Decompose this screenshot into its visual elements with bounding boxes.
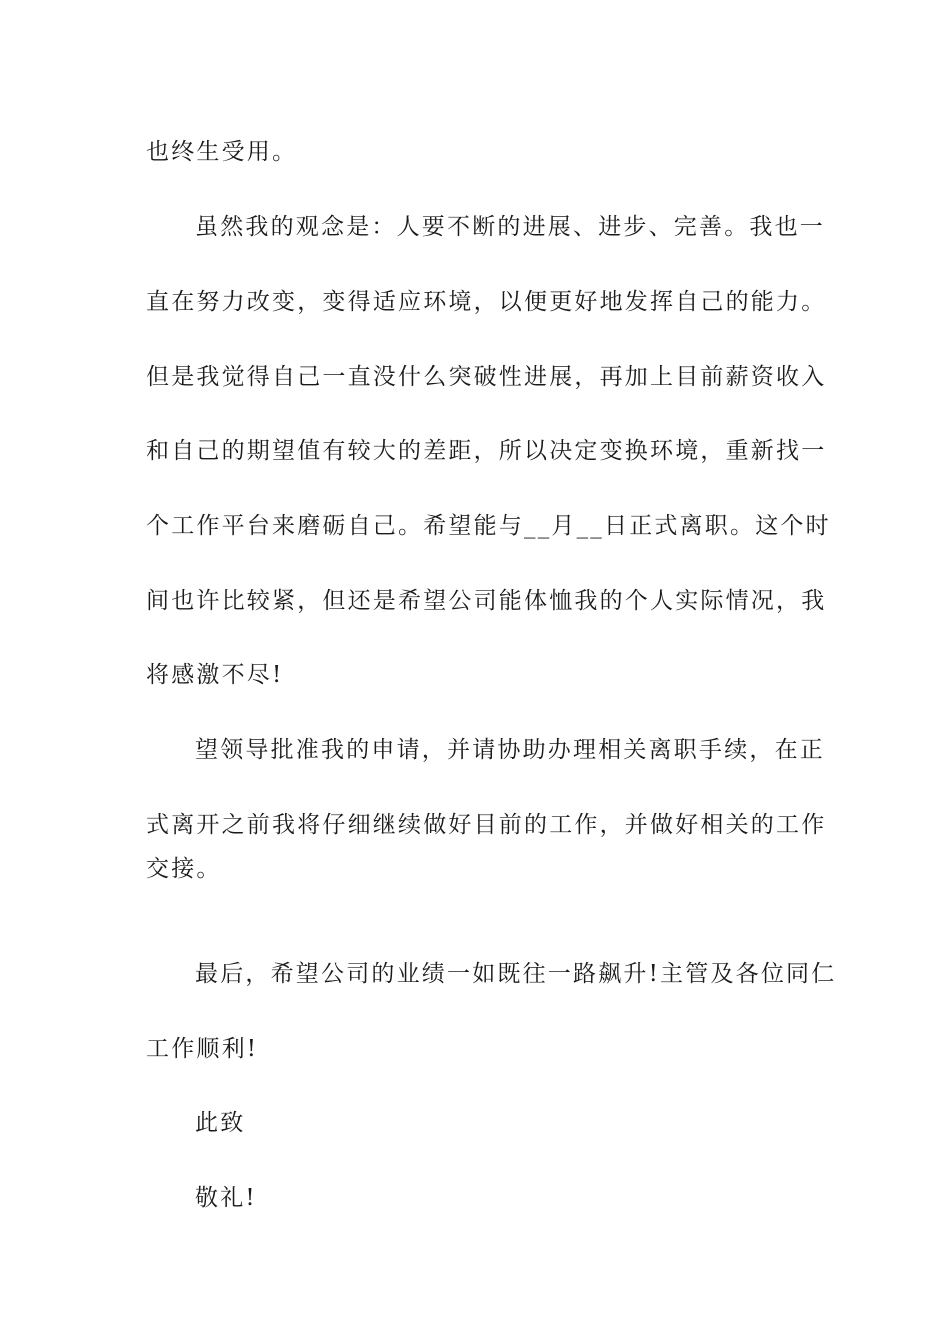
paragraph-line: 望领导批准我的申请，并请协助办理相关离职手续，在正 xyxy=(195,737,825,763)
closing-regards: 敬礼! xyxy=(195,1185,257,1211)
closing-salutation: 此致 xyxy=(195,1110,246,1136)
paragraph-line: 间也许比较紧，但还是希望公司能体恤我的个人实际情况，我 xyxy=(146,588,827,614)
paragraph-line: 也终生受用。 xyxy=(146,139,298,165)
paragraph-line: 但是我觉得自己一直没什么突破性进展，再加上目前薪资收入 xyxy=(146,364,827,390)
paragraph-line: 虽然我的观念是：人要不断的进展、进步、完善。我也一 xyxy=(195,214,825,240)
paragraph-line: 式离开之前我将仔细继续做好目前的工作，并做好相关的工作 xyxy=(146,812,827,838)
paragraph-line: 工作顺利! xyxy=(146,1036,259,1062)
paragraph-line: 和自己的期望值有较大的差距，所以决定变换环境，重新找一 xyxy=(146,438,827,464)
paragraph-line: 直在努力改变，变得适应环境，以便更好地发挥自己的能力。 xyxy=(146,289,827,315)
paragraph-line: 个工作平台来磨砺自己。希望能与__月__日正式离职。这个时 xyxy=(146,513,831,539)
paragraph-line: 交接。 xyxy=(146,856,222,882)
paragraph-line: 将感激不尽! xyxy=(146,662,284,688)
paragraph-line: 最后，希望公司的业绩一如既往一路飙升!主管及各位同仁 xyxy=(195,961,837,987)
